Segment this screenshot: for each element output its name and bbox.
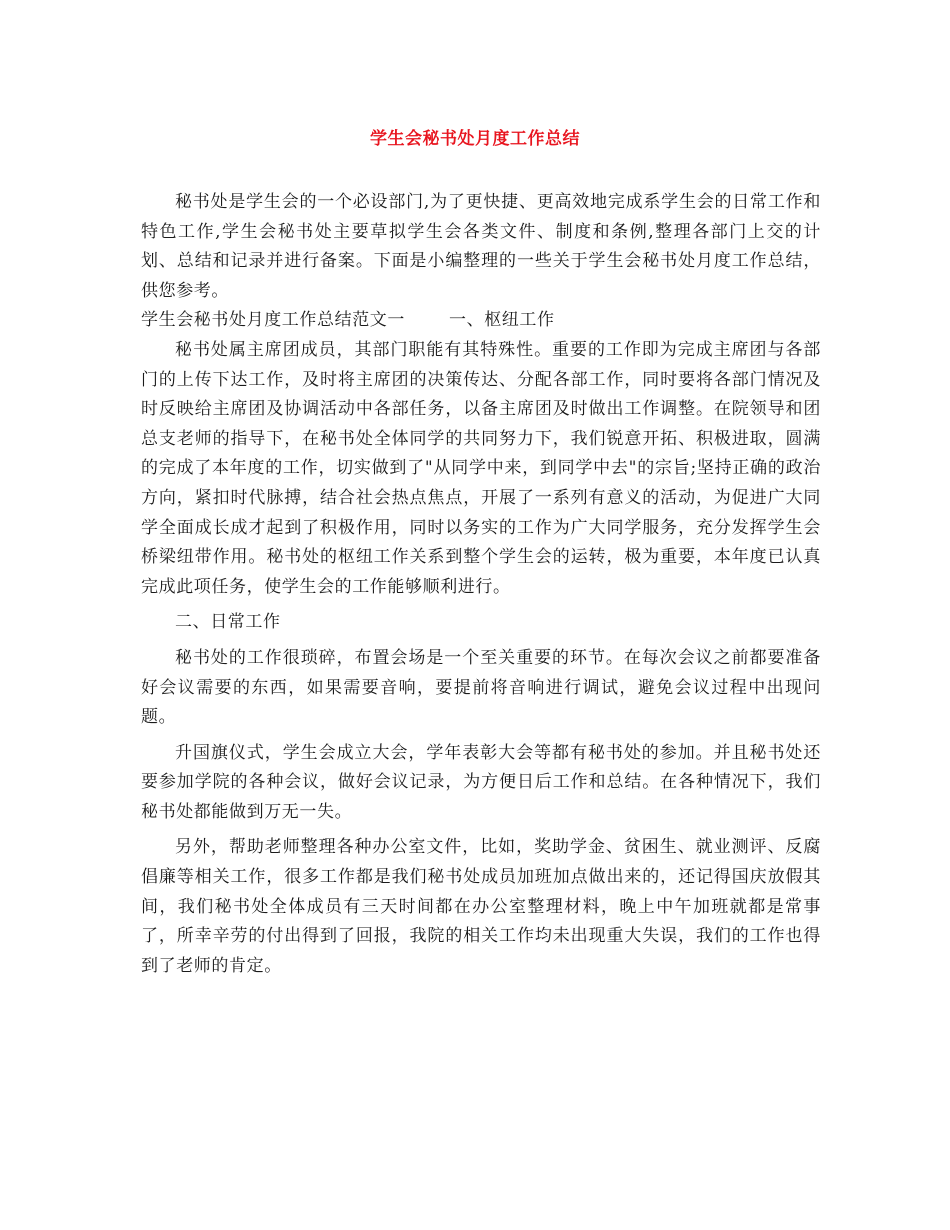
section1-heading: 一、枢纽工作 xyxy=(449,310,555,331)
section2-heading: 二、日常工作 xyxy=(175,612,281,633)
document-body xyxy=(141,188,821,981)
section1-paragraph: 秘书处属主席团成员，其部门职能有其特殊性。重要的工作即为完成主席团与各部门的上传下达工作，及时将主席团的决策传达、分配各部工作，同时要将各部门情况及时反映给主席团及协调活动中各部任务，以备主席团及时做出工作调整。在院领导和团总支老师的指导下，在秘书处全体同学的共同努力下，我们锐意开拓、积极进取，圆满的完成了本年度的工作，切实做到了"从同学中来，到同学中去"的宗旨;坚持正确的政治方向，紧扣时代脉搏，结合社会热点焦点，开展了一系列有意义的活动，为促进广大同学全面成长成才起到了积极作用，同时以务实的工作为广大同学服务，充分发挥学生会桥梁纽带作用。秘书处的枢纽工作关系到整个学生会的运转，极为重要，本年度已认真完成此项任务，使学生会的工作能够顺利进行。 xyxy=(141,339,821,597)
section2-paragraph-1: 秘书处的工作很琐碎，布置会场是一个至关重要的环节。在每次会议之前都要准备好会议需要的东西，如果需要音响，要提前将音响进行调试，避免会议过程中出现问题。 xyxy=(141,647,821,728)
section2-paragraph-3: 另外，帮助老师整理各种办公室文件，比如，奖助学金、贫困生、就业测评、反腐倡廉等相关工作，很多工作都是我们秘书处成员加班加点做出来的，还记得国庆放假其间，我们秘书处全体成员有三天时间都在办公室整理材料，晚上中午加班就都是常事了，所幸辛劳的付出得到了回报，我院的相关工作均未出现重大失误，我们的工作也得到了老师的肯定。 xyxy=(141,837,821,976)
sample-heading: 学生会秘书处月度工作总结范文一 xyxy=(141,310,405,331)
intro-paragraph: 秘书处是学生会的一个必设部门,为了更快捷、更高效地完成系学生会的日常工作和特色工作,学生会秘书处主要草拟学生会各类文件、制度和条例,整理各部门上交的计划、总结和记录并进行备案。下面是小编整理的一些关于学生会秘书处月度工作总结，供您参考。 xyxy=(141,192,821,301)
document-title: 学生会秘书处月度工作总结 xyxy=(370,129,580,149)
sample-heading-line xyxy=(141,306,821,336)
section2-paragraph-2: 升国旗仪式，学生会成立大会，学年表彰大会等都有秘书处的参加。并且秘书处还要参加学院的各种会议，做好会议记录，为方便日后工作和总结。在各种情况下，我们秘书处都能做到万无一失。 xyxy=(141,742,821,822)
